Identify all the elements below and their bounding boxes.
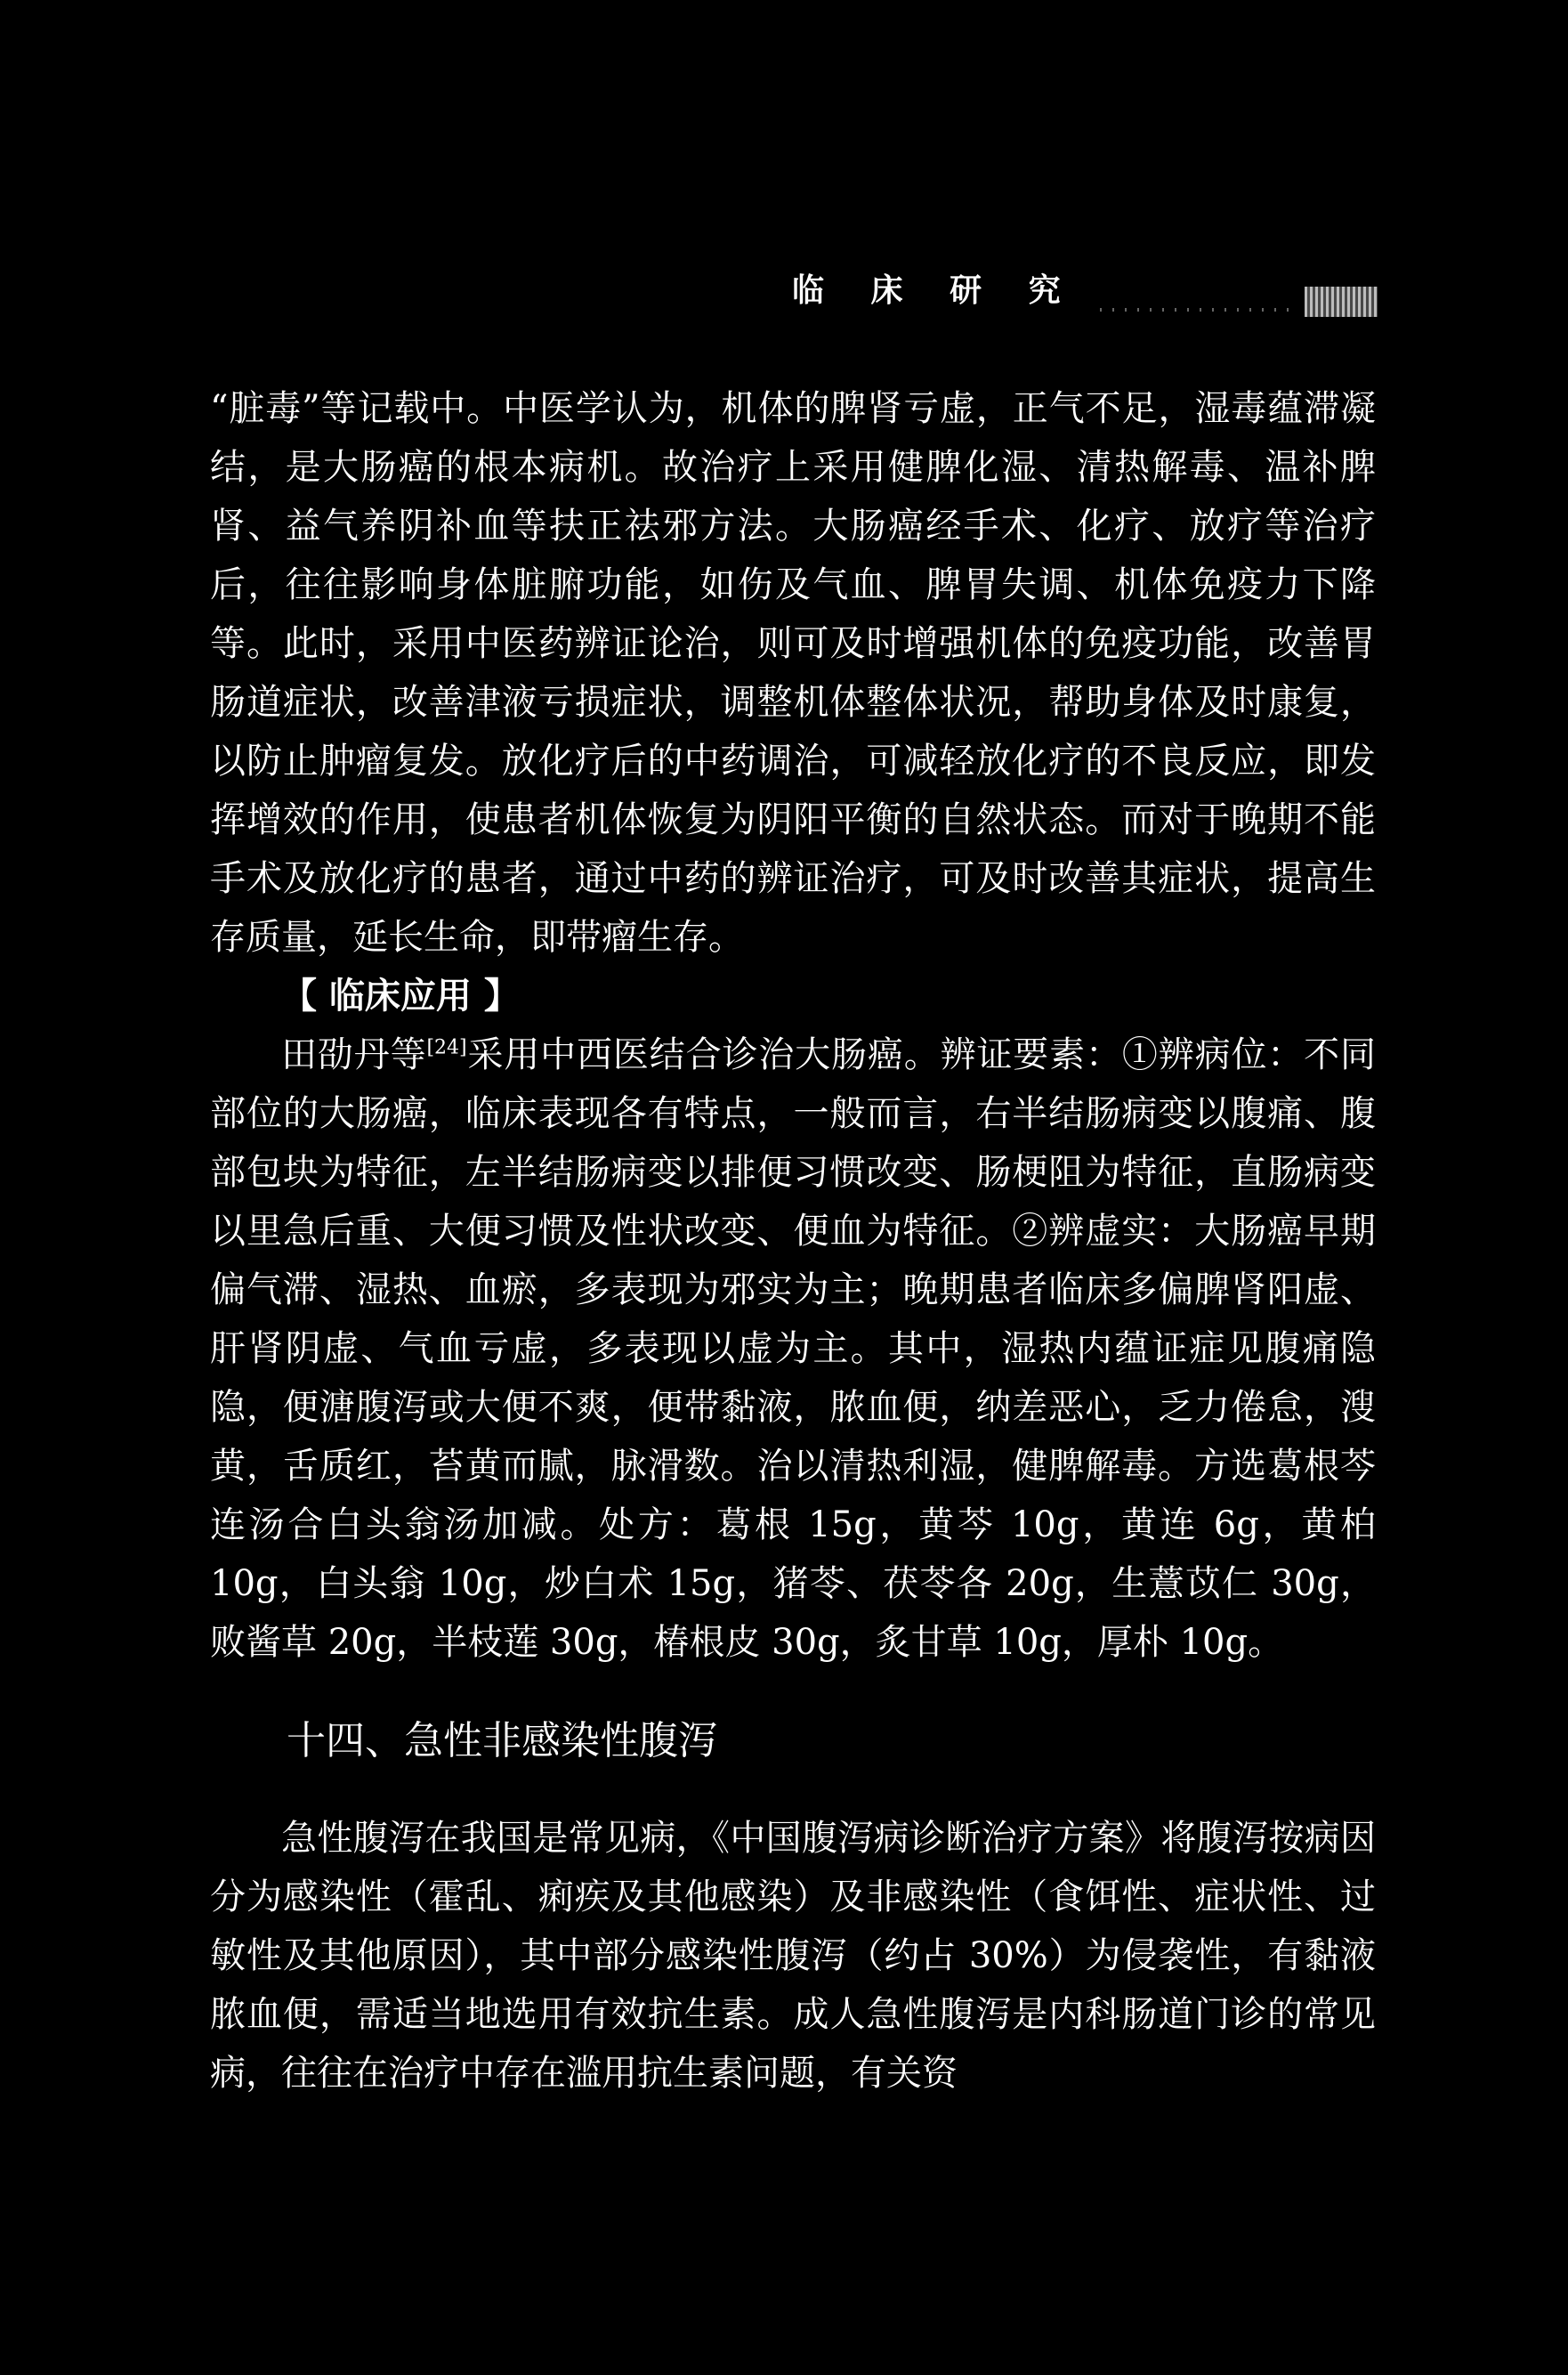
paragraph-clinical-case	[210, 1025, 1376, 1672]
citation-ref: [24]	[426, 1036, 467, 1059]
paragraph-clinical-body: 采用中西医结合诊治大肠癌。辨证要素：①辨病位：不同部位的大肠癌，临床表现各有特点，一般而言，右半结肠病变以腹痛、腹部包块为特征，左半结肠病变以排便习惯改变、肠梗阻为特征，直肠病变以里急后重、大便习惯及性状改变、便血为特征。②辨虚实：大肠癌早期偏气滞、湿热、血瘀，多表现为邪实为主；晚期患者临床多偏脾肾阳虚、肝肾阴虚、气血亏虚，多表现以虚为主。其中，湿热内蕴证症见腹痛隐隐，便溏腹泻或大便不爽，便带黏液，脓血便，纳差恶心，乏力倦怠，溲黄，舌质红，苔黄而腻，脉滑数。治以清热利湿，健脾解毒。方选葛根芩连汤合白头翁汤加减。处方：葛根 15g，黄芩 10g，黄连 6g，黄柏 10g，白头翁 10g，炒白术 15g，猪苓、茯苓各 20g，生薏苡仁 30g，败酱草 20g，半枝莲 30g，椿根皮 30g，炙甘草 10g，厚朴 10g。	[210, 1034, 1377, 1663]
paragraph-diarrhea-intro: 急性腹泻在我国是常见病，《中国腹泻病诊断治疗方案》将腹泻按病因分为感染性（霍乱、痢疾及其他感染）及非感染性（食饵性、症状性、过敏性及其他原因），其中部分感染性腹泻（约占 30%）为侵袭性，有黏液脓血便，需适当地选用有效抗生素。成人急性腹泻是内科肠道门诊的常见病，往往在治疗中存在滥用抗生素问题，有关资	[210, 1818, 1376, 2094]
clinical-application-heading: 【 临床应用 】	[281, 975, 520, 1017]
body-text	[210, 379, 1376, 2103]
paragraph-continuation: “脏毒”等记载中。中医学认为，机体的脾肾亏虚，正气不足，湿毒蕴滞凝结，是大肠癌的根本病机。故治疗上采用健脾化湿、清热解毒、温补脾肾、益气养阴补血等扶正祛邪方法。大肠癌经手术、化疗、放疗等治疗后，往往影响身体脏腑功能，如伤及气血、脾胃失调、机体免疫力下降等。此时，采用中医药辨证论治，则可及时增强机体的免疫功能，改善胃肠道症状，改善津液亏损症状，调整机体整体状况，帮助身体及时康复，以防止肿瘤复发。放化疗后的中药调治，可减轻放化疗的不良反应，即发挥增效的作用，使患者机体恢复为阴阳平衡的自然状态。而对于晚期不能手术及放化疗的患者，通过中药的辨证治疗，可及时改善其症状，提高生存质量，延长生命，即带瘤生存。	[210, 388, 1376, 958]
header-emblem	[1305, 287, 1378, 317]
author-name: 田劭丹等	[281, 1034, 427, 1075]
running-header: 临 床 研 究	[792, 272, 1079, 309]
header-decoration	[1100, 308, 1296, 312]
section-title: 十四、急性非感染性腹泻	[287, 1718, 717, 1763]
